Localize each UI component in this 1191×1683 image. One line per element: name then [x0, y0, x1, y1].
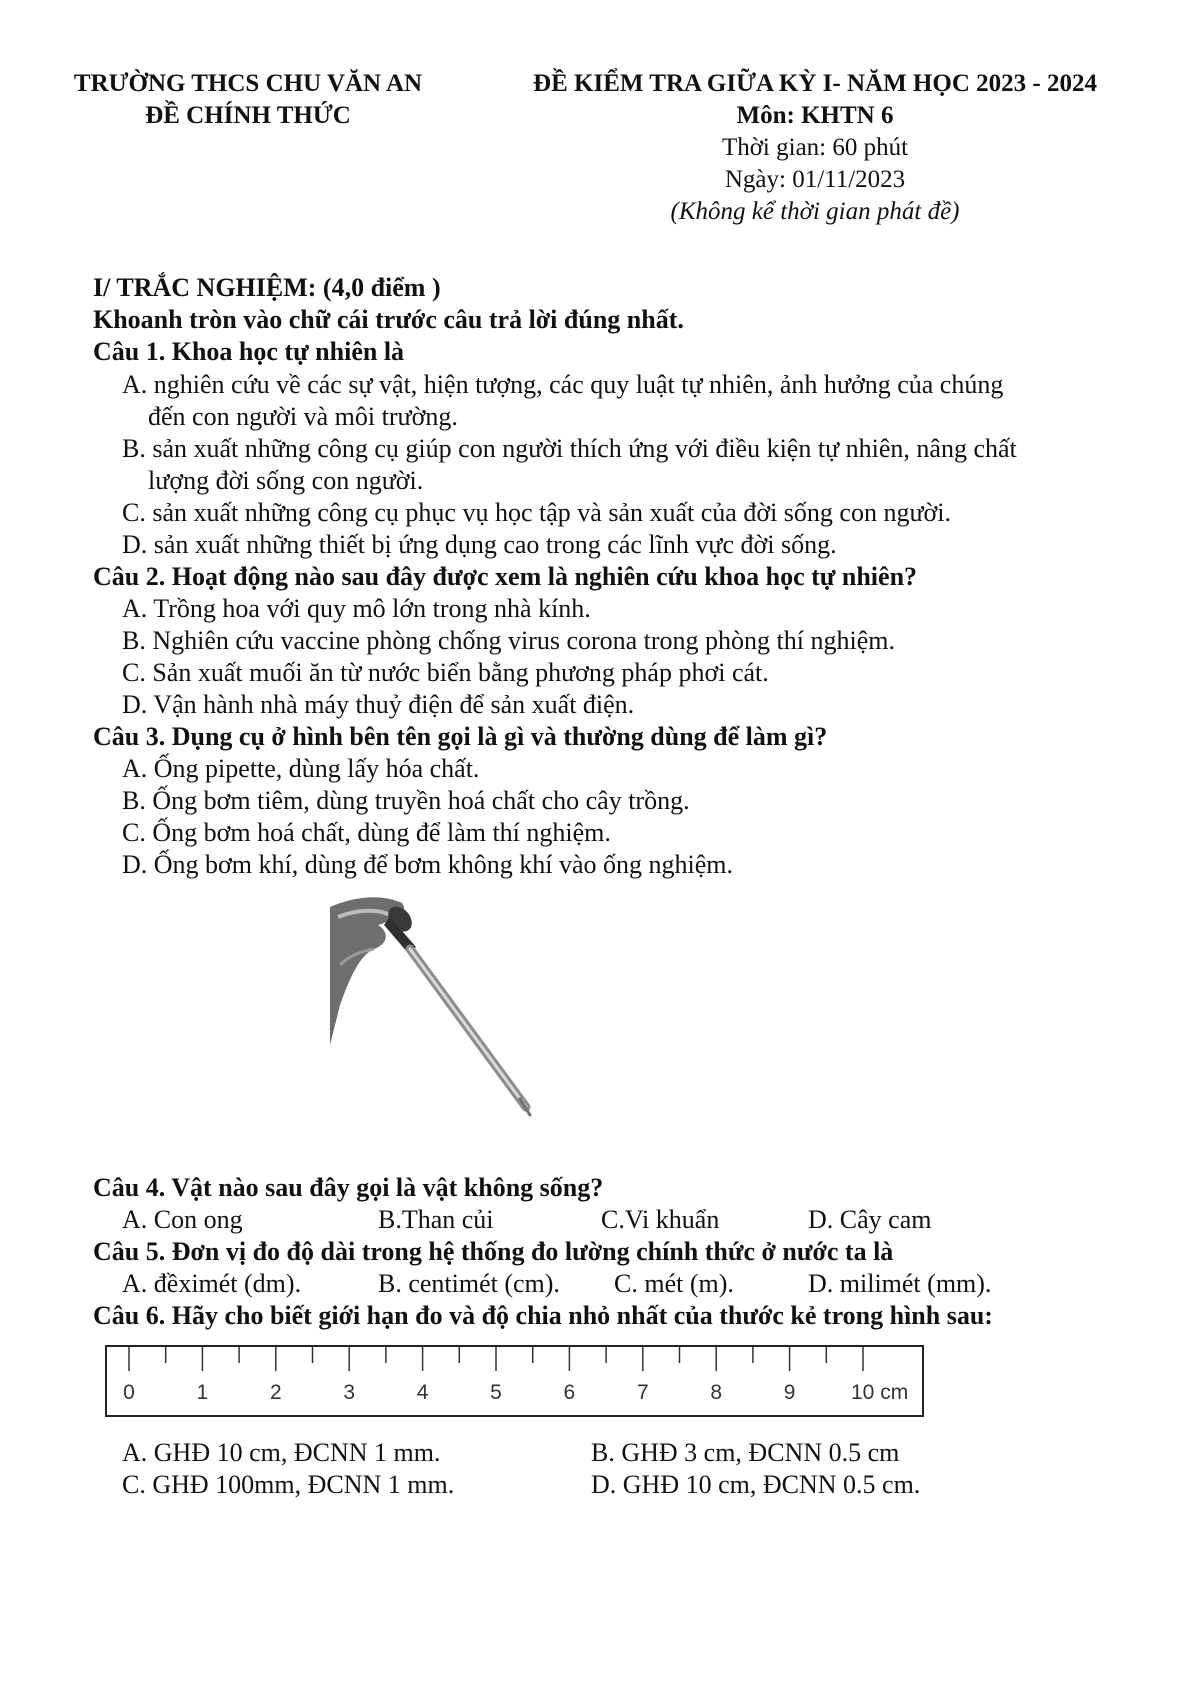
school-name: TRƯỜNG THCS CHU VĂN AN	[73, 70, 423, 97]
ruler-label: 2	[269, 1381, 282, 1404]
q6-option-b: B. GHĐ 3 cm, ĐCNN 0.5 cm	[591, 1438, 900, 1467]
exam-time: Thời gian: 60 phút	[721, 134, 909, 161]
q2-option-b: B. Nghiên cứu vaccine phòng chống virus corona trong phòng thí nghiệm.	[122, 626, 895, 655]
q4-option-b: B.Than củi	[378, 1205, 494, 1234]
ruler-label: 1	[196, 1381, 209, 1404]
ruler-label: 8	[710, 1381, 723, 1404]
q3-option-d: D. Ống bơm khí, dùng để bơm không khí vào ống nghiệm.	[122, 850, 734, 879]
q2-option-a: A. Trồng hoa với quy mô lớn trong nhà kính.	[122, 594, 591, 623]
ruler-label: 3	[343, 1381, 356, 1404]
question-2: Câu 2. Hoạt động nào sau đây được xem là nghiên cứu khoa học tự nhiên?	[93, 562, 918, 591]
q6-option-a: A. GHĐ 10 cm, ĐCNN 1 mm.	[122, 1438, 441, 1467]
ruler-label: 0	[123, 1381, 135, 1404]
q1-option-b: B. sản xuất những công cụ giúp con người thích ứng với điều kiện tự nhiên, nâng chất	[122, 434, 1017, 463]
exam-date: Ngày: 01/11/2023	[724, 166, 906, 193]
question-4: Câu 4. Vật nào sau đây gọi là vật không sống?	[93, 1173, 604, 1202]
q1-option-a: A. nghiên cứu về các sự vật, hiện tượng, các quy luật tự nhiên, ảnh hưởng của chúng	[122, 370, 1004, 399]
q1-option-d: D. sản xuất những thiết bị ứng dụng cao trong các lĩnh vực đời sống.	[122, 530, 837, 559]
q1-option-a-cont: đến con người và môi trường.	[148, 402, 458, 431]
q5-option-d: D. milimét (mm).	[808, 1269, 992, 1298]
official-label: ĐỀ CHÍNH THỨC	[145, 102, 351, 129]
q1-option-c: C. sản xuất những công cụ phục vụ học tập và sản xuất của đời sống con người.	[122, 498, 952, 527]
q5-option-c: C. mét (m).	[614, 1269, 734, 1298]
question-6: Câu 6. Hãy cho biết giới hạn đo và độ chia nhỏ nhất của thước kẻ trong hình sau:	[93, 1301, 993, 1330]
q5-option-a: A. đềximét (dm).	[122, 1269, 302, 1298]
ruler-label: 5	[490, 1381, 502, 1404]
q6-option-c: C. GHĐ 100mm, ĐCNN 1 mm.	[122, 1470, 455, 1499]
q2-option-c: C. Sản xuất muối ăn từ nước biển bằng phương pháp phơi cát.	[122, 658, 769, 687]
ruler	[105, 1345, 924, 1417]
q3-option-c: C. Ống bơm hoá chất, dùng để làm thí nghiệm.	[122, 818, 611, 847]
q3-option-a: A. Ống pipette, dùng lấy hóa chất.	[122, 754, 480, 783]
q5-option-b: B. centimét (cm).	[378, 1269, 560, 1298]
ruler-label: 7	[636, 1381, 649, 1404]
ruler-label: 10 cm	[851, 1381, 909, 1404]
section-title: I/ TRẮC NGHIỆM: (4,0 điểm )	[93, 273, 441, 302]
question-1: Câu 1. Khoa học tự nhiên là	[93, 337, 405, 366]
q3-option-b: B. Ống bơm tiêm, dùng truyền hoá chất cho cây trồng.	[122, 786, 690, 815]
ruler-scale	[107, 1347, 922, 1415]
header-left	[58, 68, 438, 132]
ruler-label: 6	[563, 1381, 576, 1404]
exam-title: ĐỀ KIỂM TRA GIỮA KỲ I- NĂM HỌC 2023 - 2024	[533, 70, 1097, 97]
ruler-label: 4	[416, 1381, 429, 1404]
exam-note: (Không kể thời gian phát đề)	[670, 198, 960, 225]
question-5: Câu 5. Đơn vị đo độ dài trong hệ thống đo lường chính thức ở nước ta là	[93, 1237, 894, 1266]
q1-option-b-cont: lượng đời sống con người.	[148, 466, 424, 495]
header-right	[505, 68, 1125, 228]
q2-option-d: D. Vận hành nhà máy thuỷ điện để sản xuất điện.	[122, 690, 635, 719]
exam-subject: Môn: KHTN 6	[736, 102, 894, 129]
question-3: Câu 3. Dụng cụ ở hình bên tên gọi là gì và thường dùng để làm gì?	[93, 722, 828, 751]
pipette-in-hand-icon	[330, 895, 560, 1125]
q4-option-d: D. Cây cam	[808, 1205, 932, 1234]
q6-option-d: D. GHĐ 10 cm, ĐCNN 0.5 cm.	[591, 1470, 921, 1499]
section-instruction: Khoanh tròn vào chữ cái trước câu trả lời đúng nhất.	[93, 305, 684, 334]
q4-option-a: A. Con ong	[122, 1205, 243, 1234]
ruler-label: 9	[783, 1381, 796, 1404]
q4-option-c: C.Vi khuẩn	[601, 1205, 720, 1234]
